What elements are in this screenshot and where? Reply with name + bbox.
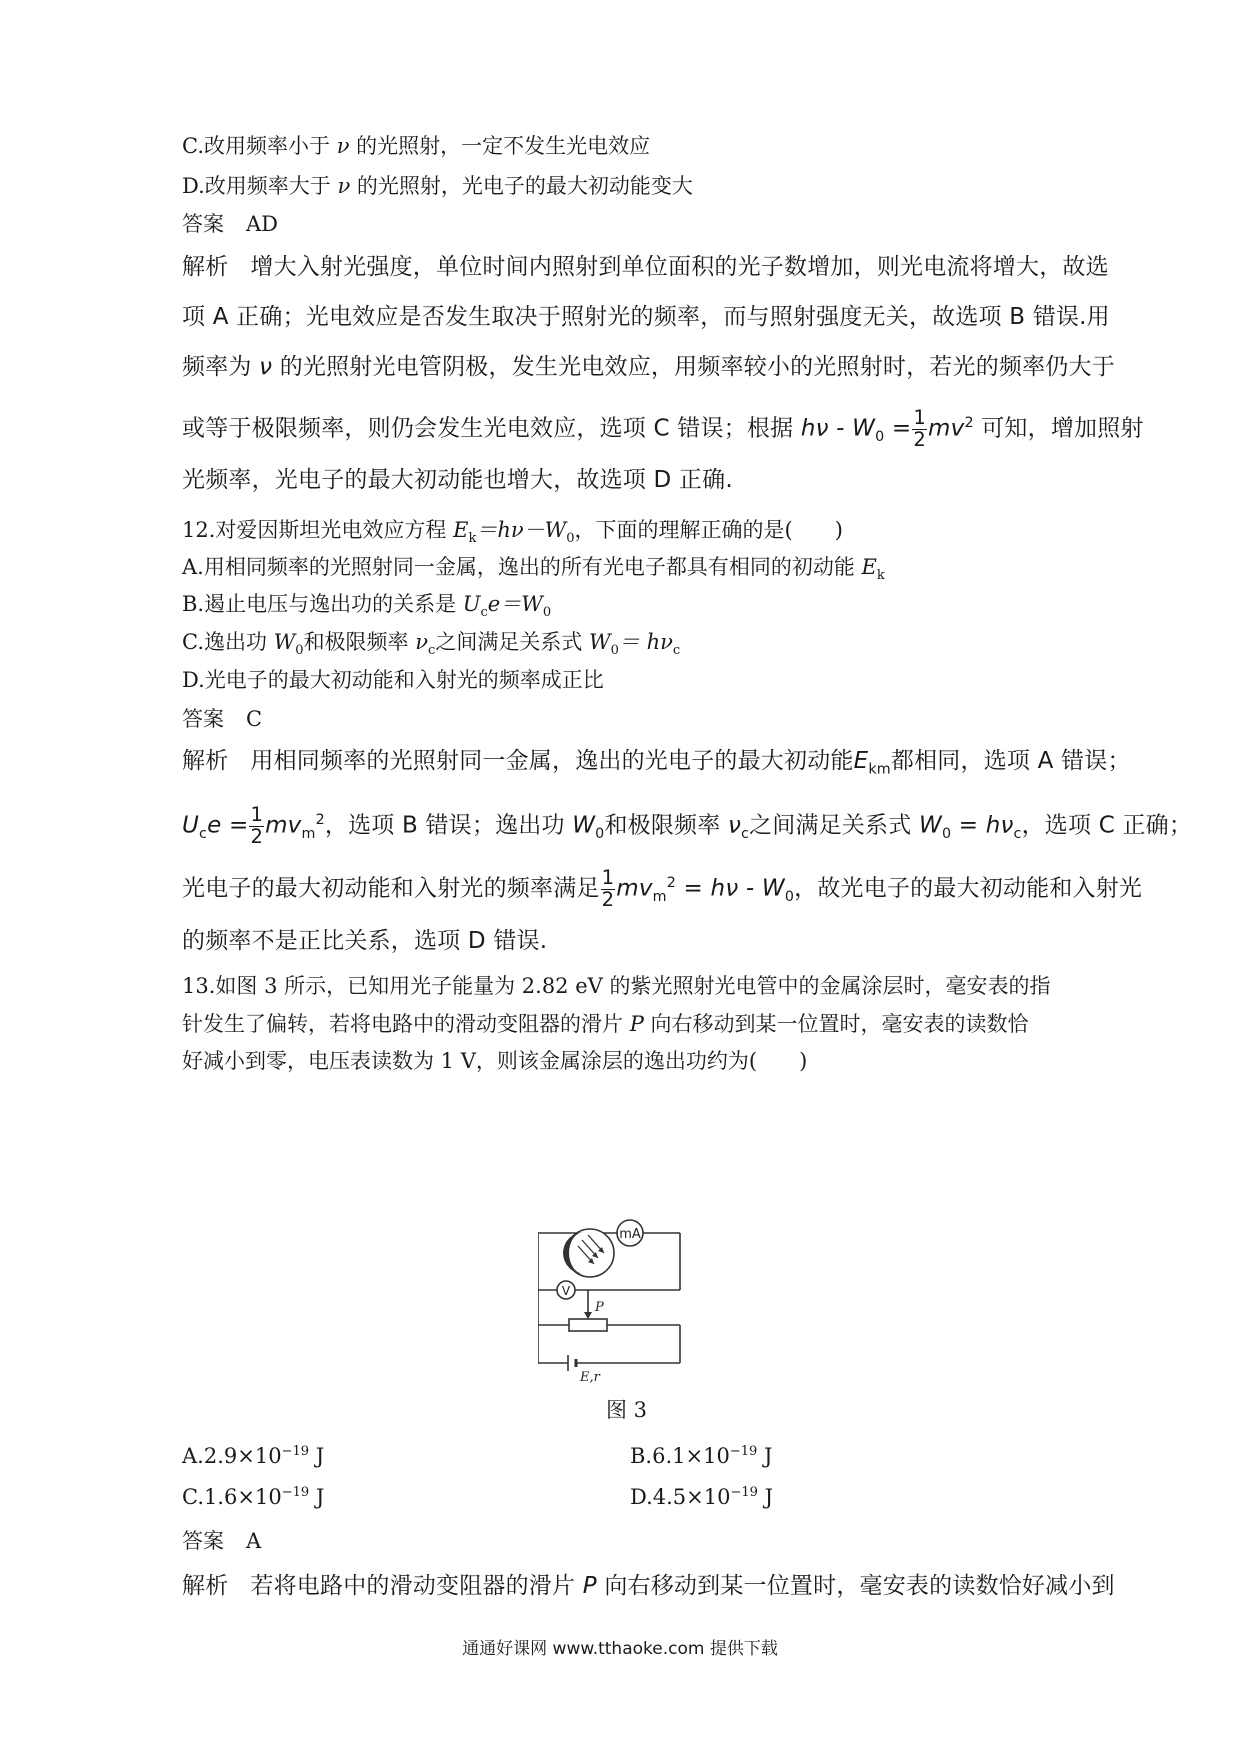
q11-analysis-line-2: 项 A 正确；光电效应是否发生取决于照射光的频率，而与照射强度无关，故选项 B 错误.用 (182, 304, 1110, 330)
q11-analysis-line-3: 频率为 ν 的光照射光电管阴极，发生光电效应，用频率较小的光照射时，若光的频率仍大于 (182, 354, 1115, 380)
figure-3-circuit-diagram (538, 1218, 718, 1386)
fraction-one-half: $\frac{1}{2}$ (913, 406, 927, 451)
q13-analysis-line-1: 解析 若将电路中的滑动变阻器的滑片 P 向右移动到某一位置时，毫安表的读数恰好减小到 (182, 1573, 1115, 1599)
slider-label: P (595, 1300, 604, 1315)
milliammeter-label: mA (619, 1227, 641, 1242)
q13-stem-line-2: 针发生了偏转，若将电路中的滑动变阻器的滑片 P 向右移动到某一位置时，毫安表的读数恰 (182, 1012, 1029, 1036)
q12-stem: 12.对爱因斯坦光电效应方程 $E_k=h\nu-W_0$，下面的理解正确的是( ) (182, 518, 843, 547)
q12-option-b: B.遏止电压与逸出功的关系是 $U_ce=W_0$ (182, 592, 552, 621)
q11-option-c: C.改用频率小于 ν 的光照射，一定不发生光电效应 (182, 134, 651, 158)
q13-answer: 答案 A (182, 1529, 262, 1553)
figure-caption: 图 3 (606, 1398, 648, 1422)
q11-analysis-line-5: 光频率，光电子的最大初动能也增大，故选项 D 正确. (182, 467, 733, 493)
fraction-one-half: $\frac{1}{2}$ (250, 803, 264, 848)
q13-option-a: $A.2.9\times 10^{-19}$ J (182, 1444, 325, 1468)
q11-answer: 答案 AD (182, 212, 279, 236)
q12-analysis-line-3: 光电子的最大初动能和入射光的频率满足 $\frac{1}{2}$ $mv_m^2 = h\nu - W_0$，故光电子的最大初动能和入射光 (182, 866, 1143, 911)
q13-stem-line-3: 好减小到零，电压表读数为 1 V，则该金属涂层的逸出功约为( ) (182, 1049, 808, 1073)
voltmeter-label: V (561, 1284, 571, 1298)
q12-option-c: C.逸出功 $W_0$和极限频率 $\nu_c$之间满足关系式 $W_0= h\nu_c$ (182, 630, 681, 659)
q12-option-d: D.光电子的最大初动能和入射光的频率成正比 (182, 668, 604, 692)
page-footer: 通通好课网 www.tthaoke.com 提供下载 (462, 1639, 778, 1659)
q13-option-c: $C.1.6\times 10^{-19}$ J (182, 1485, 325, 1509)
battery-label: E,r (580, 1370, 600, 1385)
q12-answer: 答案 C (182, 707, 263, 731)
q13-option-b: $B.6.1\times 10^{-19}$ J (630, 1444, 773, 1468)
q13-stem-line-1: 13.如图 3 所示，已知用光子能量为 2.82 eV 的紫光照射光电管中的金属涂层时，毫安表的指 (182, 974, 1051, 998)
q11-analysis-line-1: 解析 增大入射光强度，单位时间内照射到单位面积的光子数增加，则光电流将增大，故选 (182, 254, 1109, 280)
q11-analysis-line-4: 或等于极限频率，则仍会发生光电效应，选项 C 错误；根据 hν - $W_0$ = $\frac{1}{2}$ $mv^2$ 可知，增加照射 (182, 406, 1144, 451)
q12-option-a: A.用相同频率的光照射同一金属，逸出的所有光电子都具有相同的初动能 $E_k$ (182, 555, 885, 584)
q12-analysis-line-2: $U_ce$ = $\frac{1}{2}$ $mv_m^2$，选项 B 错误；逸出功 $W_0$和极限频率 $\nu_c$之间满足关系式 $W_0 = h\nu_c$，选项 C 正确； (182, 803, 1193, 848)
q11-option-d: D.改用频率大于 ν 的光照射，光电子的最大初动能变大 (182, 174, 693, 198)
slider-arrow-icon (584, 1312, 592, 1319)
rheostat-icon (569, 1319, 607, 1331)
fraction-one-half: $\frac{1}{2}$ (601, 866, 615, 911)
q12-analysis-line-4: 的频率不是正比关系，选项 D 错误. (182, 928, 548, 954)
q12-analysis-line-1: 解析 用相同频率的光照射同一金属，逸出的光电子的最大初动能$E_{km}$都相同，选项 A 错误； (182, 748, 1131, 778)
q13-option-d: $D.4.5\times 10^{-19}$ J (630, 1485, 774, 1509)
